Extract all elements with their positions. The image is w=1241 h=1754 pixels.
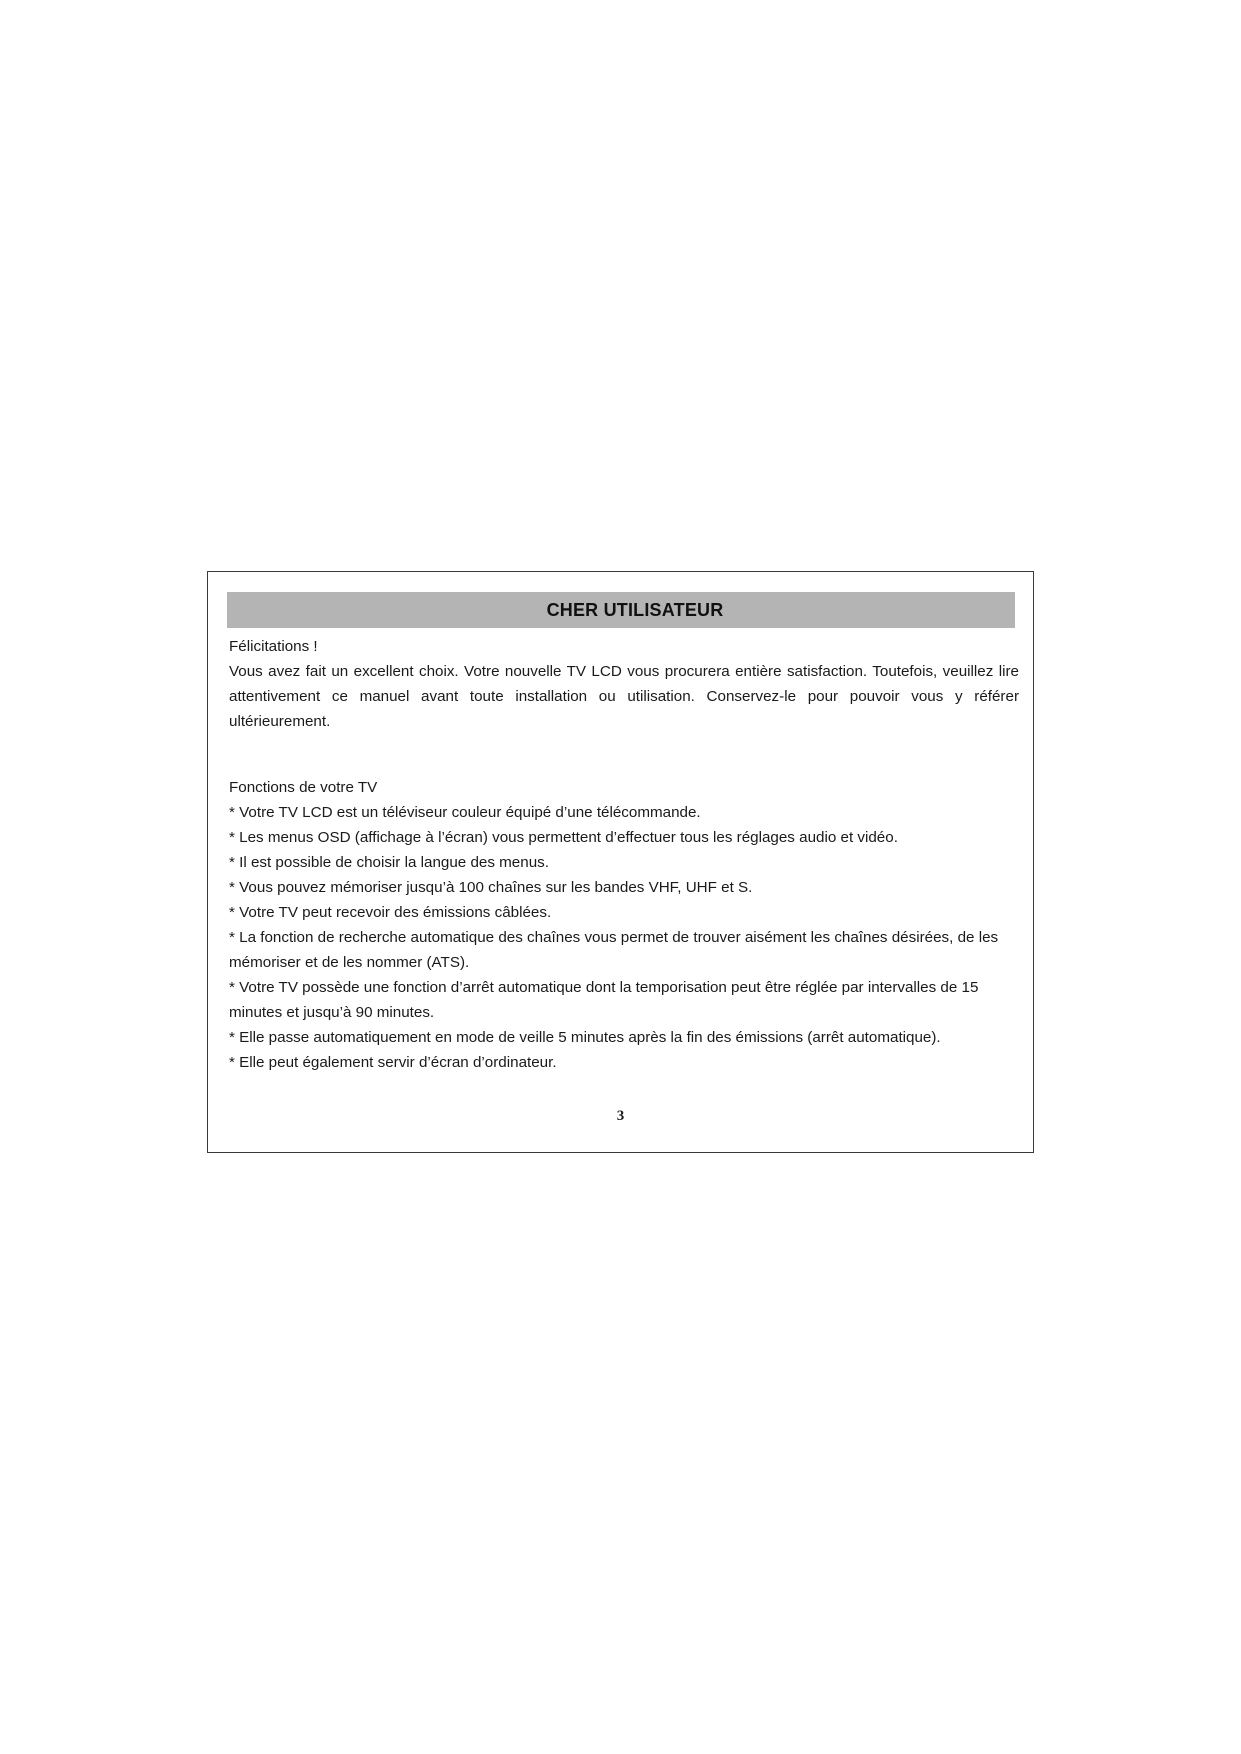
greeting-text: Félicitations ! [229, 638, 318, 655]
title-bar [227, 592, 1015, 628]
page-title: CHER UTILISATEUR [546, 599, 724, 620]
list-item: * Elle passe automatiquement en mode de veille 5 minutes après la fin des émissions (arrêt automatique). [229, 1029, 941, 1046]
list-item: * La fonction de recherche automatique des chaînes vous permet de trouver aisément les chaînes désirées, de les mémoriser et de les nommer (ATS). [229, 929, 999, 971]
list-item: * Vous pouvez mémoriser jusqu’à 100 chaînes sur les bandes VHF, UHF et S. [229, 879, 753, 896]
features-list [229, 800, 1019, 1075]
list-item: * Elle peut également servir d’écran d’ordinateur. [229, 1054, 557, 1071]
features-heading: Fonctions de votre TV [229, 779, 378, 796]
list-item: * Les menus OSD (affichage à l’écran) vous permettent d’effectuer tous les réglages audio et vidéo. [229, 829, 898, 846]
content-area [229, 634, 1019, 1075]
intro-paragraph: Vous avez fait un excellent choix. Votre nouvelle TV LCD vous procurera entière satisfaction. Toutefois, veuillez lire attentivement ce manuel avant toute installation ou utilisation. Conservez-le pour pouvoir vous y référer ultérieurement. [229, 663, 1019, 730]
page-frame [207, 571, 1034, 1153]
list-item: * Votre TV possède une fonction d’arrêt automatique dont la temporisation peut être réglée par intervalles de 15 minutes et jusqu’à 90 minutes. [229, 979, 979, 1021]
list-item: * Votre TV LCD est un téléviseur couleur équipé d’une télécommande. [229, 804, 701, 821]
list-item: * Il est possible de choisir la langue des menus. [229, 854, 549, 871]
list-item: * Votre TV peut recevoir des émissions câblées. [229, 904, 552, 921]
page-number: 3 [616, 1108, 625, 1124]
